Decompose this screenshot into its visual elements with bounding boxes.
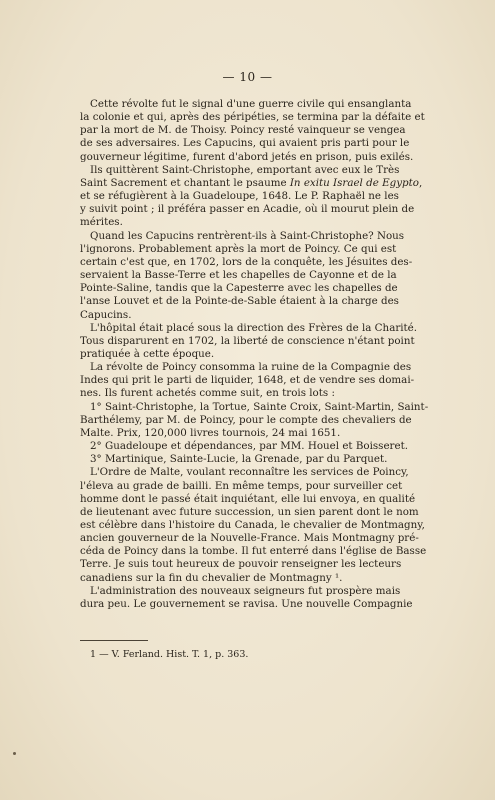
text-line: Saint Sacrement et chantant le psaume In exitu Israel de Egypto, <box>80 176 423 189</box>
text-line: Malte. Prix, 120,000 livres tournois, 24 mai 1651. <box>80 426 341 439</box>
text-line: Indes qui prit le parti de liquider, 1648, et de vendre ses domai- <box>80 374 415 387</box>
text-line: canadiens sur la fin du chevalier de Montmagny ¹. <box>80 571 343 584</box>
text-line: la colonie et qui, après des péripéties, se termina par la défaite et <box>80 111 425 124</box>
text-line: 1° Saint-Christophe, la Tortue, Sainte Croix, Saint-Martin, Saint- <box>90 400 429 413</box>
text-line: Tous disparurent en 1702, la liberté de conscience n'étant point <box>80 334 415 347</box>
text-line: l'ignorons. Probablement après la mort de Poincy. Ce qui est <box>80 242 397 255</box>
text-line: de ses adversaires. Les Capucins, qui avaient pris parti pour le <box>80 137 410 150</box>
text-line: L'Ordre de Malte, voulant reconnaître les services de Poincy, <box>90 466 409 479</box>
text-line: Ils quittèrent Saint-Christophe, emportant avec eux le Très <box>90 163 400 176</box>
text-line: dura peu. Le gouvernement se ravisa. Une nouvelle Compagnie <box>80 597 413 610</box>
text-line: gouverneur légitime, furent d'abord jetés en prison, puis exilés. <box>80 150 414 163</box>
text-line: homme dont le passé était inquiétant, elle lui envoya, en qualité <box>80 492 416 505</box>
footnote-rule <box>80 640 148 641</box>
text-line: Quand les Capucins rentrèrent-ils à Saint-Christophe? Nous <box>90 229 405 242</box>
page-number: — 10 — <box>222 70 273 84</box>
footnote: 1 — V. Ferland. Hist. T. 1, p. 363. <box>90 649 249 660</box>
text-line: Barthélemy, par M. de Poincy, pour le compte des chevaliers de <box>80 413 412 426</box>
text-line: pratiquée à cette époque. <box>80 347 215 360</box>
text-line: certain c'est que, en 1702, lors de la conquête, les Jésuites des- <box>80 255 413 268</box>
text-line: l'anse Louvet et de la Pointe-de-Sable étaient à la charge des <box>80 295 399 308</box>
text-line: 2° Guadeloupe et dépendances, par MM. Houel et Boisseret. <box>90 440 408 453</box>
text-line: Cette révolte fut le signal d'une guerre civile qui ensanglanta <box>90 98 412 110</box>
text-line: de lieutenant avec future succession, un sien parent dont le nom <box>80 505 419 518</box>
text-line: servaient la Basse-Terre et les chapelles de Cayonne et de la <box>80 269 397 282</box>
text-line: Capucins. <box>80 308 132 321</box>
text-line: Terre. Je suis tout heureux de pouvoir renseigner les lecteurs <box>80 558 402 571</box>
text-line: par la mort de M. de Thoisy. Poincy resté vainqueur se vengea <box>80 124 406 137</box>
text-line: nes. Ils furent achetés comme suit, en trois lots : <box>80 387 335 400</box>
text-line: 3° Martinique, Sainte-Lucie, la Grenade, par du Parquet. <box>90 453 388 466</box>
text-line: et se réfugièrent à la Guadeloupe, 1648. Le P. Raphaël ne les <box>80 190 399 203</box>
text-line: L'administration des nouveaux seigneurs fut prospère mais <box>90 584 401 597</box>
text-line: mérites. <box>80 216 123 229</box>
paper-speck <box>13 752 16 755</box>
text-line: l'éleva au grade de bailli. En même temps, pour surveiller cet <box>80 479 403 492</box>
text-line: est célèbre dans l'histoire du Canada, le chevalier de Montmagny, <box>80 519 425 531</box>
text-line: céda de Poincy dans la tombe. Il fut enterré dans l'église de Basse <box>80 545 427 558</box>
text-line: ancien gouverneur de la Nouvelle-France. Mais Montmagny pré- <box>80 532 419 545</box>
text-line: L'hôpital était placé sous la direction des Frères de la Charité. <box>90 321 418 334</box>
text-line: y suivit point ; il préféra passer en Acadie, où il mourut plein de <box>80 203 415 216</box>
text-line: La révolte de Poincy consomma la ruine de la Compagnie des <box>90 361 412 374</box>
body-text <box>80 98 450 611</box>
text-line: Pointe-Saline, tandis que la Capesterre avec les chapelles de <box>80 282 398 295</box>
